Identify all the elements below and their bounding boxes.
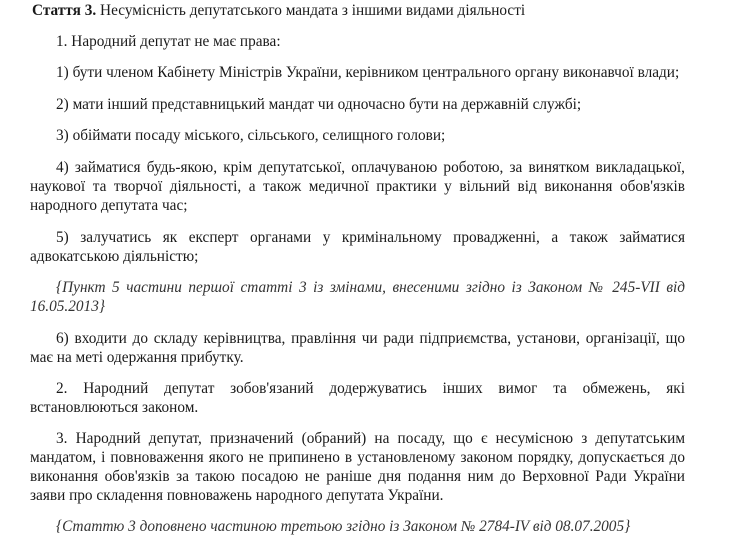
- article-heading: [30, 0, 685, 20]
- amendment-note-part-3: {Статтю 3 доповнено частиною третьою згідно із Законом № 2784-IV від 08.07.2005}: [56, 518, 631, 535]
- article-label: Стаття 3.: [32, 2, 97, 19]
- paragraph-part-2: 2. Народний депутат зобов'язаний додержуватись інших вимог та обмежень, які встановлюються законом.: [30, 380, 685, 416]
- paragraph-part-1: 1. Народний депутат не має права:: [56, 33, 281, 50]
- paragraph-item-4: 4) займатися будь-якою, крім депутатської, оплачуваною роботою, за винятком викладацької, наукової та творчої діяльності, а також медичної практики у вільний від виконання обов'язків народного депутата час;: [30, 159, 685, 214]
- paragraph-item-2: 2) мати інший представницький мандат чи одночасно бути на державній службі;: [56, 96, 582, 113]
- article-title: Несумісність депутатського мандата з іншими видами діяльності: [100, 2, 526, 19]
- paragraph-item-1: 1) бути членом Кабінету Міністрів України, керівником центрального органу виконавчої влади;: [56, 64, 680, 81]
- amendment-note-item-5: {Пункт 5 частини першої статті 3 із змінами, внесеними згідно із Законом № 245-VII від 16.05.2013}: [30, 279, 685, 315]
- law-document: [30, 0, 685, 536]
- paragraph-part-3: 3. Народний депутат, призначений (обраний) на посаду, що є несумісною з депутатським мандатом, і повноваження якого не припинено в установленому законом порядку, допускається до виконання обов'язків за такою посадою не раніше дня подання ним до Верховної Ради України заяви про складення повноважень народного депутата України.: [30, 430, 685, 504]
- paragraph-item-6: 6) входити до складу керівництва, правління чи ради підприємства, установи, організації, що має на меті одержання прибутку.: [30, 330, 685, 366]
- paragraph-item-5: 5) залучатись як експерт органами у кримінальному провадженні, а також займатися адвокатською діяльністю;: [30, 229, 685, 265]
- paragraph-item-3: 3) обіймати посаду міського, сільського, селищного голови;: [56, 127, 446, 144]
